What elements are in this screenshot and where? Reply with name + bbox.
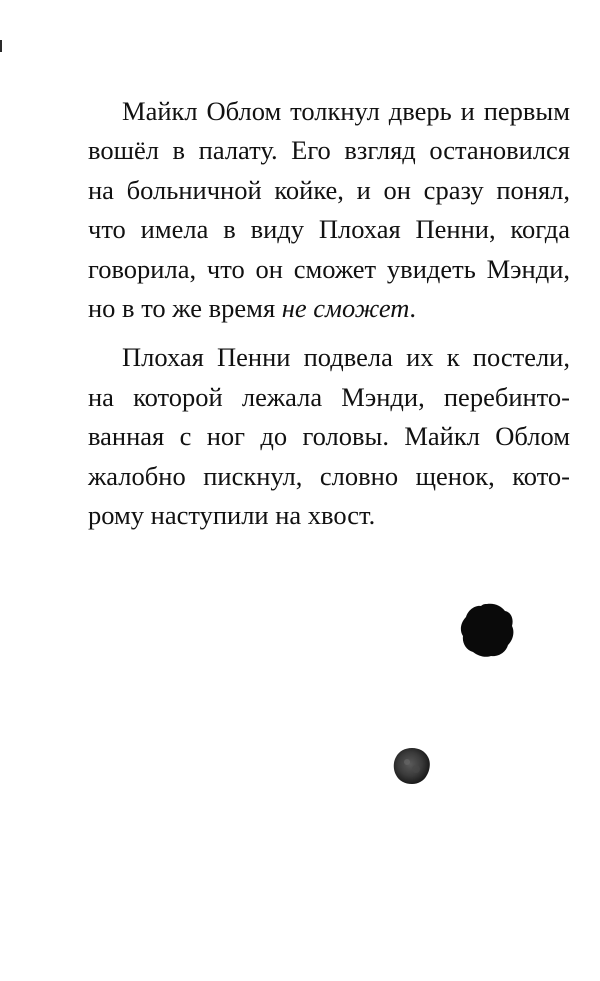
text-run: но в то же время bbox=[88, 292, 282, 323]
paragraph-2 bbox=[88, 338, 570, 535]
text-line: Плохая Пенни подвела их к постели, bbox=[122, 342, 570, 373]
page-edge-mark bbox=[0, 40, 2, 52]
ink-blot-small bbox=[393, 747, 431, 785]
body-text bbox=[88, 92, 570, 535]
italic-emphasis: не сможет bbox=[281, 292, 410, 323]
text-line: ванная с ног до головы. Майкл Облом bbox=[88, 421, 570, 452]
text-run: . bbox=[409, 292, 417, 323]
text-line: Майкл Облом толкнул дверь и первым bbox=[122, 96, 570, 126]
text-line: жалобно пискнул, словно щенок, кото- bbox=[88, 460, 570, 491]
text-line: говорила, что он сможет увидеть Мэнди, bbox=[88, 253, 570, 284]
text-line: рому наступили на хвост. bbox=[88, 499, 376, 530]
paragraph-1 bbox=[88, 92, 570, 328]
ink-blot-shape bbox=[394, 748, 430, 784]
text-line-last bbox=[88, 289, 570, 328]
ink-blot-large bbox=[459, 602, 515, 658]
text-line: на которой лежала Мэнди, перебинто- bbox=[88, 381, 570, 412]
text-line: на больничной койке, и он сразу понял, bbox=[88, 174, 570, 205]
text-line: вошёл в палату. Его взгляд остановился bbox=[88, 135, 570, 166]
text-line: что имела в виду Плохая Пенни, когда bbox=[88, 214, 570, 245]
paragraph-gap bbox=[88, 328, 570, 338]
ink-blot-shape bbox=[461, 604, 514, 657]
